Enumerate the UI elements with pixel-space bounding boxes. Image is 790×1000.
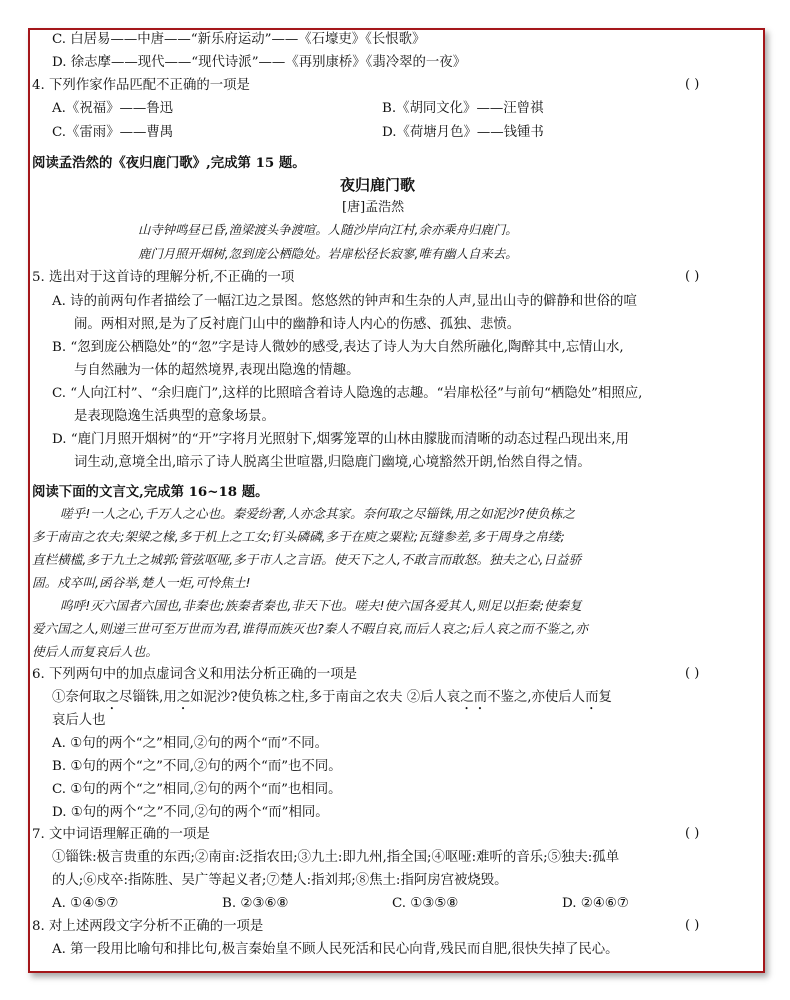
dotted-word: 而 xyxy=(585,690,599,705)
q15-option-d-line2: 词生动,意境全出,暗示了诗人脱离尘世喧嚣,归隐鹿门幽境,心境豁然开朗,怡然自得之情。 xyxy=(74,455,591,470)
q15-option-a-line2: 闹。两相对照,是为了反衬鹿门山中的幽静和诗人内心的伤感、孤独、悲愤。 xyxy=(74,317,521,332)
q16-option-a: A. ①句的两个“之”相同,②句的两个“而”不同。 xyxy=(52,736,329,751)
poem-author: [唐]孟浩然 xyxy=(342,200,405,215)
q16-option-c: C. ①句的两个“之”相同,②句的两个“而”也相同。 xyxy=(52,782,342,797)
poem-title: 夜归鹿门歌 xyxy=(340,176,416,194)
q14-option-c: C.《雷雨》——曹禺 xyxy=(52,125,174,140)
q17-option-b: B. ②③⑥⑧ xyxy=(222,896,289,911)
q14-option-d: D.《荷塘月色》——钱锺书 xyxy=(382,125,544,140)
q16-option-b: B. ①句的两个“之”不同,②句的两个“而”也不同。 xyxy=(52,759,342,774)
q17-answer-paren: ( ) xyxy=(685,826,700,841)
q16-option-d: D. ①句的两个“之”不同,②句的两个“而”相同。 xyxy=(52,805,329,820)
page-frame xyxy=(28,28,765,973)
prose-intro: 阅读下面的文言文,完成第 16~18 题。 xyxy=(32,484,269,500)
q18-stem: 8. 对上述两段文字分析不正确的一项是 xyxy=(32,919,264,934)
q13-option-c: C. 白居易——中唐——“新乐府运动”——《石壕吏》《长恨歌》 xyxy=(52,32,426,47)
q17-terms-line2: 的人;⑥戍卒:指陈胜、吴广等起义者;⑦楚人:指刘邦;⑧焦土:指阿房宫被烧毁。 xyxy=(52,873,508,888)
q18-option-a: A. 第一段用比喻句和排比句,极言秦始皇不顾人民死活和民心向背,残民而自肥,很快失掉了民心。 xyxy=(52,942,619,957)
poem-line-2: 鹿门月照开烟树,忽到庞公栖隐处。岩扉松径长寂寥,唯有幽人自来去。 xyxy=(138,246,518,261)
q16-sentences-line2: 哀后人也 xyxy=(52,713,106,728)
q17-terms-line1: ①锱铢:极言贵重的东西;②南亩:泛指农田;③九土:即九州,指全国;④呕哑:难听的音乐;⑤独夫:孤单 xyxy=(52,850,620,865)
q14-stem: 4. 下列作家作品匹配不正确的一项是 xyxy=(32,78,250,93)
q14-option-a: A.《祝福》——鲁迅 xyxy=(52,101,174,116)
prose-line-5: 呜呼!灭六国者六国也,非秦也;族秦者秦也,非天下也。嗟夫!使六国各爱其人,则足以拒秦;使秦复 xyxy=(60,598,582,613)
q17-stem: 7. 文中词语理解正确的一项是 xyxy=(32,827,210,842)
dotted-word: 之 xyxy=(176,690,191,705)
q16-stem: 6. 下列两句中的加点虚词含义和用法分析正确的一项是 xyxy=(32,667,358,682)
q16-sentences-line1: ①奈何取之尽锱铢,用之如泥沙?使负栋之柱,多于南亩之农夫 ②后人哀之而不鉴之,亦使后人而复 xyxy=(52,690,612,705)
prose-line-7: 使后人而复哀后人也。 xyxy=(32,644,158,659)
dotted-word: 之 xyxy=(460,690,474,705)
prose-line-2: 多于南亩之农夫;架梁之椽,多于机上之工女;钉头磷磷,多于在庾之粟粒;瓦缝参差,多于周身之帛缕; xyxy=(32,529,565,544)
q15-option-c-line2: 是表现隐逸生活典型的意象场景。 xyxy=(74,409,275,424)
prose-line-4: 固。戍卒叫,函谷举,楚人一炬,可怜焦土! xyxy=(32,575,251,590)
q15-option-d-line1: D. “鹿门月照开烟树”的“开”字将月光照射下,烟雾笼罩的山林由朦胧而清晰的动态过程凸现出来,用 xyxy=(52,432,629,447)
q15-option-b-line2: 与自然融为一体的超然境界,表现出隐逸的情趣。 xyxy=(74,363,360,378)
q17-option-a: A. ①④⑤⑦ xyxy=(52,896,119,911)
poem-intro: 阅读孟浩然的《夜归鹿门歌》,完成第 15 题。 xyxy=(32,155,306,171)
q15-answer-paren: ( ) xyxy=(685,269,700,284)
q13-option-d: D. 徐志摩——现代——“现代诗派”——《再别康桥》《翡冷翠的一夜》 xyxy=(52,55,467,70)
q18-answer-paren: ( ) xyxy=(685,918,700,933)
q15-stem: 5. 选出对于这首诗的理解分析,不正确的一项 xyxy=(32,270,295,285)
q16-answer-paren: ( ) xyxy=(685,666,700,681)
dotted-word: 之 xyxy=(105,690,119,705)
dotted-word: 而 xyxy=(473,690,488,705)
q17-option-d: D. ②④⑥⑦ xyxy=(562,896,629,911)
q15-option-c-line1: C. “人向江村”、“余归鹿门”,这样的比照暗含着诗人隐逸的志趣。“岩扉松径”与前句“栖隐处”相照应, xyxy=(52,386,643,401)
q15-option-a-line1: A. 诗的前两句作者描绘了一幅江边之景图。悠悠然的钟声和生杂的人声,显出山寺的僻静和世俗的喧 xyxy=(52,294,637,309)
prose-line-6: 爱六国之人,则递三世可至万世而为君,谁得而族灭也?秦人不暇自哀,而后人哀之;后人哀之而不鉴之,亦 xyxy=(32,621,588,636)
q17-option-c: C. ①③⑤⑧ xyxy=(392,896,459,911)
q15-option-b-line1: B. “忽到庞公栖隐处”的“忽”字是诗人微妙的感受,表达了诗人为大自然所融化,陶醉其中,忘情山水, xyxy=(52,340,624,355)
q14-answer-paren: ( ) xyxy=(685,77,700,92)
prose-line-1: 嗟乎!一人之心,千万人之心也。秦爱纷奢,人亦念其家。奈何取之尽锱铢,用之如泥沙?使负栋之 xyxy=(60,506,575,521)
poem-line-1: 山寺钟鸣昼已昏,渔梁渡头争渡喧。人随沙岸向江村,余亦乘舟归鹿门。 xyxy=(138,222,518,237)
q14-option-b: B.《胡同文化》——汪曾祺 xyxy=(382,101,544,116)
prose-line-3: 直栏横槛,多于九土之城郭;管弦呕哑,多于市人之言语。使天下之人,不敢言而敢怒。独夫之心,日益骄 xyxy=(32,552,582,567)
